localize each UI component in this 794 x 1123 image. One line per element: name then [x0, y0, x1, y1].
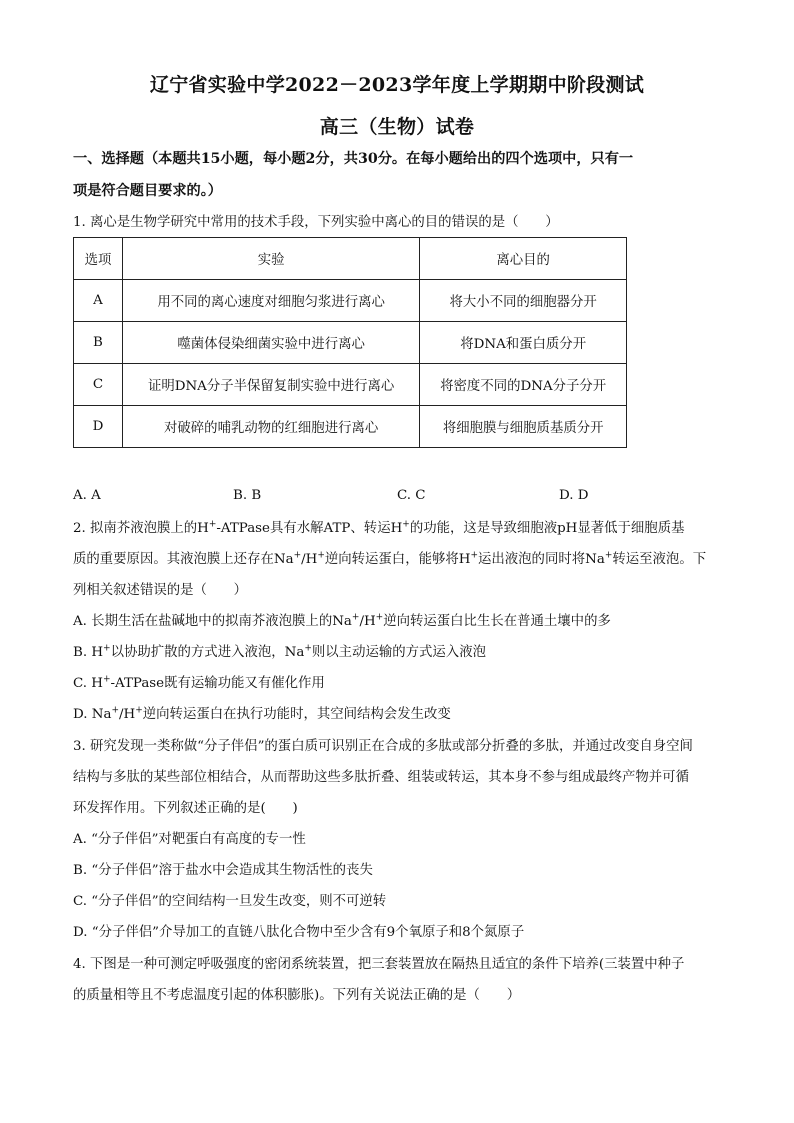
q2-text: /H	[119, 707, 136, 722]
table-header-cell: 选项	[74, 238, 123, 280]
q3-option-b[interactable]: B. “分子伴侣”溶于盐水中会造成其生物活性的丧失	[73, 863, 373, 878]
table-cell: A	[74, 280, 123, 322]
superscript-plus: +	[102, 674, 111, 685]
q4-stem-line1: 4. 下图是一种可测定呼吸强度的密闭系统装置，把三套装置放在隔热且适宜的条件下培养(三装置中种子	[73, 957, 685, 972]
table-cell: 将DNA和蛋白质分开	[420, 322, 627, 364]
q1-table	[73, 237, 627, 448]
table-cell: 对破碎的哺乳动物的红细胞进行离心	[122, 406, 419, 448]
q2-text: -ATPase既有运输功能又有催化作用	[110, 676, 325, 691]
q2-text: 的功能，这是导致细胞液pH显著低于细胞质基	[409, 521, 685, 536]
q2-text: /H	[301, 552, 318, 567]
q1-option-c[interactable]: C. C	[397, 488, 426, 503]
superscript-plus: +	[103, 643, 111, 654]
table-row	[74, 406, 627, 448]
q2-text: B. H	[73, 645, 104, 660]
superscript-plus: +	[293, 550, 302, 561]
exam-subtitle: 高三（生物）试卷	[319, 116, 475, 138]
q2-text: 运出液泡的同时将Na	[478, 552, 605, 567]
table-cell: D	[74, 406, 123, 448]
q2-stem-line2	[73, 551, 733, 569]
superscript-plus: +	[208, 519, 217, 530]
q2-option-a[interactable]	[73, 613, 733, 631]
table-header-cell: 实验	[122, 238, 419, 280]
q2-stem-line1	[73, 520, 733, 538]
q3-stem-line3: 环发挥作用。下列叙述正确的是( )	[73, 801, 298, 816]
superscript-plus: +	[304, 643, 312, 654]
table-header-cell: 离心目的	[420, 238, 627, 280]
section-heading: 一、选择题（本题共15小题，每小题2分，共30分。在每小题给出的四个选项中，只有一	[73, 151, 634, 167]
superscript-plus: +	[111, 705, 120, 716]
q2-text: D. Na	[73, 707, 112, 722]
q2-text: 逆向转运蛋白，能够将H	[324, 552, 471, 567]
table-cell: 噬菌体侵染细菌实验中进行离心	[122, 322, 419, 364]
q2-text: 则以主动运输的方式运入液泡	[311, 645, 486, 660]
q3-option-c[interactable]: C. “分子伴侣”的空间结构一旦发生改变，则不可逆转	[73, 894, 387, 909]
q2-text: /H	[359, 614, 376, 629]
superscript-plus: +	[402, 519, 410, 530]
table-header-row	[74, 238, 627, 280]
superscript-plus: +	[375, 612, 384, 623]
section-heading-cont: 项是符合题目要求的。）	[73, 183, 222, 199]
table-cell: B	[74, 322, 123, 364]
q2-text: C. H	[73, 676, 103, 691]
superscript-plus: +	[135, 705, 143, 716]
q2-text: 质的重要原因。其液泡膜上还存在Na	[73, 552, 294, 567]
q2-text: -ATPase具有水解ATP、转运H	[216, 521, 403, 536]
superscript-plus: +	[470, 550, 478, 561]
q2-option-c[interactable]	[73, 675, 733, 693]
q2-option-b[interactable]	[73, 644, 733, 662]
q3-stem-line2: 结构与多肽的某些部位相结合，从而帮助这些多肽折叠、组装或转运，其本身不参与组成最终产物并可循	[73, 770, 689, 785]
q2-text: A. 长期生活在盐碱地中的拟南芥液泡膜上的Na	[73, 614, 352, 629]
table-cell: 用不同的离心速度对细胞匀浆进行离心	[122, 280, 419, 322]
q2-option-d[interactable]	[73, 706, 733, 724]
q4-stem-line2: 的质量相等且不考虑温度引起的体积膨胀)。下列有关说法正确的是（ ）	[73, 988, 521, 1003]
superscript-plus: +	[604, 550, 613, 561]
exam-title: 辽宁省实验中学2022－2023学年度上学期期中阶段测试	[149, 74, 645, 96]
table-row	[74, 322, 627, 364]
q2-text: 转运至液泡。下	[612, 552, 707, 567]
q1-option-d[interactable]: D. D	[559, 488, 589, 503]
q1-stem: 1. 离心是生物学研究中常用的技术手段，下列实验中离心的目的错误的是（ ）	[73, 215, 559, 230]
table-row	[74, 364, 627, 406]
q3-option-a[interactable]: A. “分子伴侣”对靶蛋白有高度的专一性	[73, 832, 306, 847]
q2-stem-line3: 列相关叙述错误的是（ ）	[73, 583, 248, 598]
table-cell: 证明DNA分子半保留复制实验中进行离心	[122, 364, 419, 406]
superscript-plus: +	[351, 612, 360, 623]
table-cell: 将细胞膜与细胞质基质分开	[420, 406, 627, 448]
q1-option-b[interactable]: B. B	[233, 488, 262, 503]
q2-text: 2. 拟南芥液泡膜上的H	[73, 521, 209, 536]
q2-text: 逆向转运蛋白比生长在普通土壤中的多	[383, 614, 611, 629]
q3-stem-line1: 3. 研究发现一类称做“分子伴侣”的蛋白质可识别正在合成的多肽或部分折叠的多肽，并通过改变自身空间	[73, 739, 693, 754]
q3-option-d[interactable]: D. “分子伴侣”介导加工的直链八肽化合物中至少含有9个氧原子和8个氮原子	[73, 925, 525, 940]
q1-option-a[interactable]: A. A	[73, 488, 101, 503]
table-cell: C	[74, 364, 123, 406]
table-row	[74, 280, 627, 322]
q2-text: 逆向转运蛋白在执行功能时，其空间结构会发生改变	[142, 707, 451, 722]
table-cell: 将密度不同的DNA分子分开	[420, 364, 627, 406]
superscript-plus: +	[317, 550, 325, 561]
table-cell: 将大小不同的细胞器分开	[420, 280, 627, 322]
q2-text: 以协助扩散的方式进入液泡，Na	[110, 645, 305, 660]
